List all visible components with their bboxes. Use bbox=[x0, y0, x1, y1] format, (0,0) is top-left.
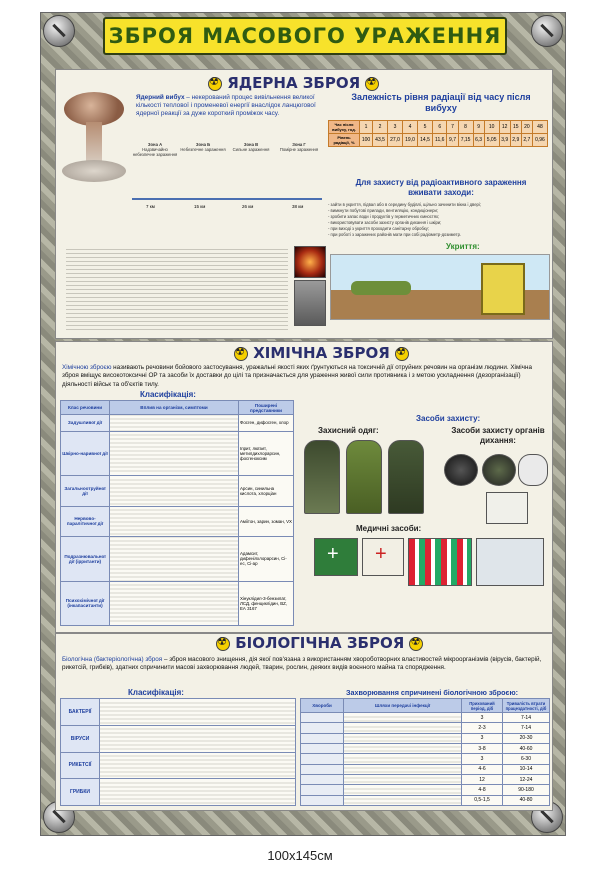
radiation-hazard-icon bbox=[216, 637, 230, 651]
distance-label: 26 км bbox=[242, 204, 254, 209]
table-row: 4-6 10-14 bbox=[301, 764, 550, 774]
protective-suit-image bbox=[388, 440, 424, 514]
table-row: Шкірно-наривної дії Іприт, люїзит, метилдихлорарсин, фосгеноксим bbox=[61, 431, 294, 475]
radiation-hazard-icon bbox=[409, 637, 423, 651]
protective-suit-image bbox=[346, 440, 382, 514]
medical-cross-icon: + bbox=[375, 543, 387, 565]
mushroom-cloud-image bbox=[60, 90, 128, 184]
table-row: Загальноотруйної дії Арсин, синильна кислота, хлорціан bbox=[61, 476, 294, 507]
table-row: Нервово-паралітичної дії Аміітон, зарин, зоман, VX bbox=[61, 506, 294, 537]
table-row: 3 20-30 bbox=[301, 733, 550, 743]
table-row: 3 7-14 bbox=[301, 713, 550, 723]
size-caption: 100х145см bbox=[267, 848, 333, 863]
ruins-photo bbox=[294, 280, 326, 326]
table-row: 3-8 40-60 bbox=[301, 743, 550, 753]
table-row: 3 6-30 bbox=[301, 754, 550, 764]
zone-item: Зона Б Небезпечне зараження bbox=[180, 142, 226, 152]
table-row: 12 12-24 bbox=[301, 774, 550, 784]
first-aid-kit-image bbox=[362, 538, 404, 576]
radiation-hazard-icon bbox=[234, 347, 248, 361]
protective-suit-image bbox=[304, 440, 340, 514]
radiation-table-title: Залежність рівня радіації від часу після вибуху bbox=[351, 92, 531, 113]
table-row: Задушливої дії Фосген, дифосген, хлор bbox=[61, 415, 294, 432]
table-row: БАКТЕРІЇ bbox=[61, 699, 296, 726]
biological-title: ☢ БІОЛОГІЧНА ЗБРОЯ ☢ bbox=[216, 634, 423, 652]
zone-item: Зона А Надзвичайно небезпечне зараження bbox=[132, 142, 178, 157]
diseases-table: Хвороби Шляхи передачі інфекції Прихований період, діб Тривалість втрати працездатності, діб 3 7-14 2-3 7-14 3 20-30 3-8 40-60 3 6-30 4-6 10-14 12 12-24 4-8 90-180 0,5-1,5 40-80 bbox=[300, 698, 550, 806]
chemical-section bbox=[55, 341, 553, 633]
protection-list: - зайти в укриття, підвал або в середину будівлі, щільно зачинити вікна і двері; - вимкнути побутові прилади, вентиляцію, кондиціонери; - зробити запас води і продуктів у герметичних ємностях; - використовувати засоби захисту органів дихання і шкіри; - при виході з укриття проходити санітарну обробку; - при роботі з заражених районів мати при собі радіометр-дозиметр. bbox=[328, 202, 481, 237]
table-row: Психохімічної дії (інкапаситанти) Хінуклідил-3-бензилат, ЛСД, фенциклідин, ВZ, ЕА 3167 bbox=[61, 581, 294, 625]
first-aid-kit-image bbox=[314, 538, 358, 576]
medicine-package-image bbox=[476, 538, 544, 586]
chemical-classification-title: Класифікація: bbox=[140, 390, 196, 399]
chemical-intro: Хімічною зброєю називають речовини бойового застосування, уражальні якості яких ґрунтуються на токсичній дії отруйних речовин на організм людини. Хімічна зброя вміщує високотоксичні ОР та засоби їх доставки до цілі та призначається для ураження живої сили противника і з метою ускладнення (дезорганізації) діяльності військ та об'єктів тилу. bbox=[62, 364, 532, 388]
table-row: РИКЕТСІЇ bbox=[61, 752, 296, 779]
distance-label: 38 км bbox=[292, 204, 304, 209]
respirator-image bbox=[486, 492, 528, 524]
respirator-image bbox=[518, 454, 548, 486]
radiation-hazard-icon bbox=[208, 77, 222, 91]
bolt-plate-icon bbox=[531, 15, 563, 47]
biological-intro: Біологічна (бактеріологічна) зброя – зброя масового знищення, дія якої пов'язана з використанням хвороботворних властивостей мікроорганізмів (вірусів, бактерій, рикетсій, грибків), здатних спричинити масові захворювання людей, тварин, рослин, деяких видів воєнного майна та спорядження. bbox=[62, 656, 542, 672]
zone-item: Зона Г Помірне зараження bbox=[279, 142, 319, 152]
medical-cross-icon: + bbox=[327, 543, 339, 565]
shelters-title: Укриття: bbox=[446, 242, 480, 251]
chemical-protection-title: Засоби захисту: bbox=[416, 414, 481, 423]
table-row: ВІРУСИ bbox=[61, 725, 296, 752]
table-row: 2-3 7-14 bbox=[301, 723, 550, 733]
biological-class-table bbox=[60, 698, 296, 806]
zone-item: Зона В Сильне зараження bbox=[232, 142, 270, 152]
chemical-title: ☢ ХІМІЧНА ЗБРОЯ ☢ bbox=[234, 344, 409, 362]
radiation-table: Час після вибуху, год. 1 2 3 4 5 6 7 8 9 10 12 15 20 48 Рівень радіації, % 100 43,5 27,0 19,0 14,5 11,6 9,7 7,15 6,3 5,05 3,9 2,9 2,7 0,96 bbox=[328, 120, 548, 147]
distance-label: 7 км bbox=[146, 204, 155, 209]
gas-mask-image bbox=[482, 454, 516, 486]
poster bbox=[40, 12, 566, 836]
nuclear-body-text bbox=[66, 246, 288, 332]
nuclear-intro: Ядерний вибух – некерований процес вивільнення великої кількості теплової і променевої енергії внаслідок ланцюгової ядерної реакції за дуже короткий проміжок часу. bbox=[136, 94, 316, 117]
table-row: 0,5-1,5 40-80 bbox=[301, 795, 550, 805]
level-label: Рівень радіації, % bbox=[329, 134, 360, 147]
medicine-package-image bbox=[408, 538, 472, 586]
radiation-hazard-icon bbox=[365, 77, 379, 91]
protection-title: Для захисту від радіоактивного зараження вживати заходи: bbox=[355, 178, 527, 197]
chemical-table: Клас речовини Вплив на організм, симптоми Поширені представники Задушливої дії Фосген, дифосген, хлор Шкірно-наривної дії Іприт, люїзит, метилдихлорарсин, фосгеноксим Загальноотруйної дії Арсин, синильна кислота, хлорціан Нервово-паралітичної дії Аміітон, зарин, зоман, VX Подразнювальної дії (ірританти) Адамсит, дифенілхлорарсин, Сі-ес, Сі-ар Психохімічної дії (інкапаситанти) Хінуклідил-3-бензилат, ЛСД, фенциклідин, ВZ, ЕА 3167 bbox=[60, 400, 294, 626]
table-row: Подразнювальної дії (ірританти) Адамсит, дифенілхлорарсин, Сі-ес, Сі-ар bbox=[61, 537, 294, 581]
breathing-protection-title: Засоби захисту органів дихання: bbox=[451, 426, 545, 445]
explosion-photo bbox=[294, 246, 326, 278]
diseases-title: Захворювання спричинені біологічною зброєю: bbox=[345, 688, 518, 697]
biological-section bbox=[55, 633, 553, 811]
biological-classification-title: Класифікація: bbox=[128, 688, 184, 697]
shelter-illustration bbox=[330, 254, 550, 320]
bolt-plate-icon bbox=[43, 15, 75, 47]
time-label: Час після вибуху, год. bbox=[329, 121, 360, 134]
medical-title: Медичні засоби: bbox=[356, 524, 422, 533]
gas-mask-image bbox=[444, 454, 478, 486]
zones-diagram bbox=[132, 142, 322, 228]
poster-title: ЗБРОЯ МАСОВОГО УРАЖЕННЯ bbox=[103, 17, 507, 55]
radiation-hazard-icon bbox=[395, 347, 409, 361]
personal-protection-title: Захисний одяг: bbox=[318, 426, 379, 435]
table-row: ГРИБКИ bbox=[61, 779, 296, 806]
nuclear-title: ☢ ЯДЕРНА ЗБРОЯ ☢ bbox=[208, 74, 379, 92]
table-row: 4-8 90-180 bbox=[301, 785, 550, 795]
nuclear-section bbox=[55, 69, 553, 339]
distance-label: 15 км bbox=[194, 204, 206, 209]
